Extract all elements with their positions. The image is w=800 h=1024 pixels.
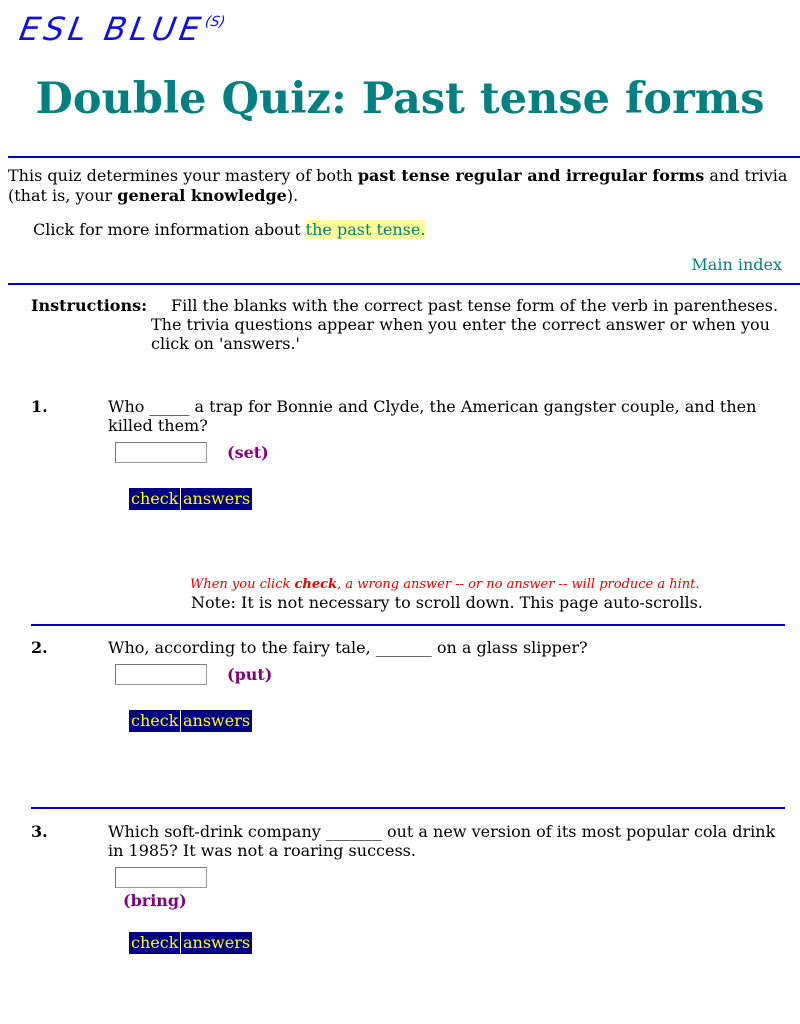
hint-message [190,577,700,592]
question-number: 3. [31,822,48,841]
question-text: Who, according to the fairy tale, _______ on a glass slipper? [108,638,588,657]
check-button-3[interactable]: check [131,933,179,952]
question-number: 1. [31,397,48,416]
intro-paragraph [8,166,798,206]
check-button-2[interactable]: check [131,711,179,730]
hint-text: When you click [190,577,295,592]
logo-superscript: (S) [203,14,227,30]
intro-text: ). [286,186,299,205]
hint-text: , a wrong answer -- or no answer -- will produce a hint. [337,577,700,592]
autoscroll-note: Note: It is not necessary to scroll down. This page auto-scrolls. [191,593,703,612]
verb-hint: (set) [227,443,269,462]
answer-input-3[interactable] [115,867,207,888]
answer-input-2[interactable] [115,664,207,685]
instructions-label: Instructions: [31,296,148,315]
main-index-link[interactable]: Main index [691,255,782,274]
verb-hint: (put) [227,665,273,684]
intro-bold-knowledge: general knowledge [117,186,287,205]
site-logo [17,10,227,48]
answers-button-2[interactable]: answers [183,711,251,730]
divider [8,156,800,158]
check-button-1[interactable]: check [131,489,179,508]
divider [31,624,785,626]
question-text: Which soft-drink company _______ out a new version of its most popular cola drink in 1985? It was not a roaring success. [108,822,776,860]
page-title: Double Quiz: Past tense forms [35,74,765,124]
intro-bold-forms: past tense regular and irregular forms [357,166,705,185]
logo-text: ESL BLUE [16,10,208,48]
instructions-text: Fill the blanks with the correct past tense form of the verb in parentheses. The trivia questions appear when you enter the correct answer or when you click on 'answers.' [151,296,779,353]
divider [31,807,785,809]
answers-button-3[interactable]: answers [183,933,251,952]
answers-button-1[interactable]: answers [183,489,251,508]
intro-text: This quiz determines your mastery of both [8,166,358,185]
more-info-text: Click for more information about [33,220,306,239]
hint-bold: check [294,577,338,592]
question-text: Who _____ a trap for Bonnie and Clyde, the American gangster couple, and then killed them? [108,397,757,435]
question-number: 2. [31,638,48,657]
divider [8,283,800,285]
past-tense-link[interactable]: the past tense. [305,220,426,239]
more-info-line [33,220,425,239]
intro-text: and trivia (that is, your [8,166,788,205]
answer-input-1[interactable] [115,442,207,463]
verb-hint: (bring) [123,891,187,910]
